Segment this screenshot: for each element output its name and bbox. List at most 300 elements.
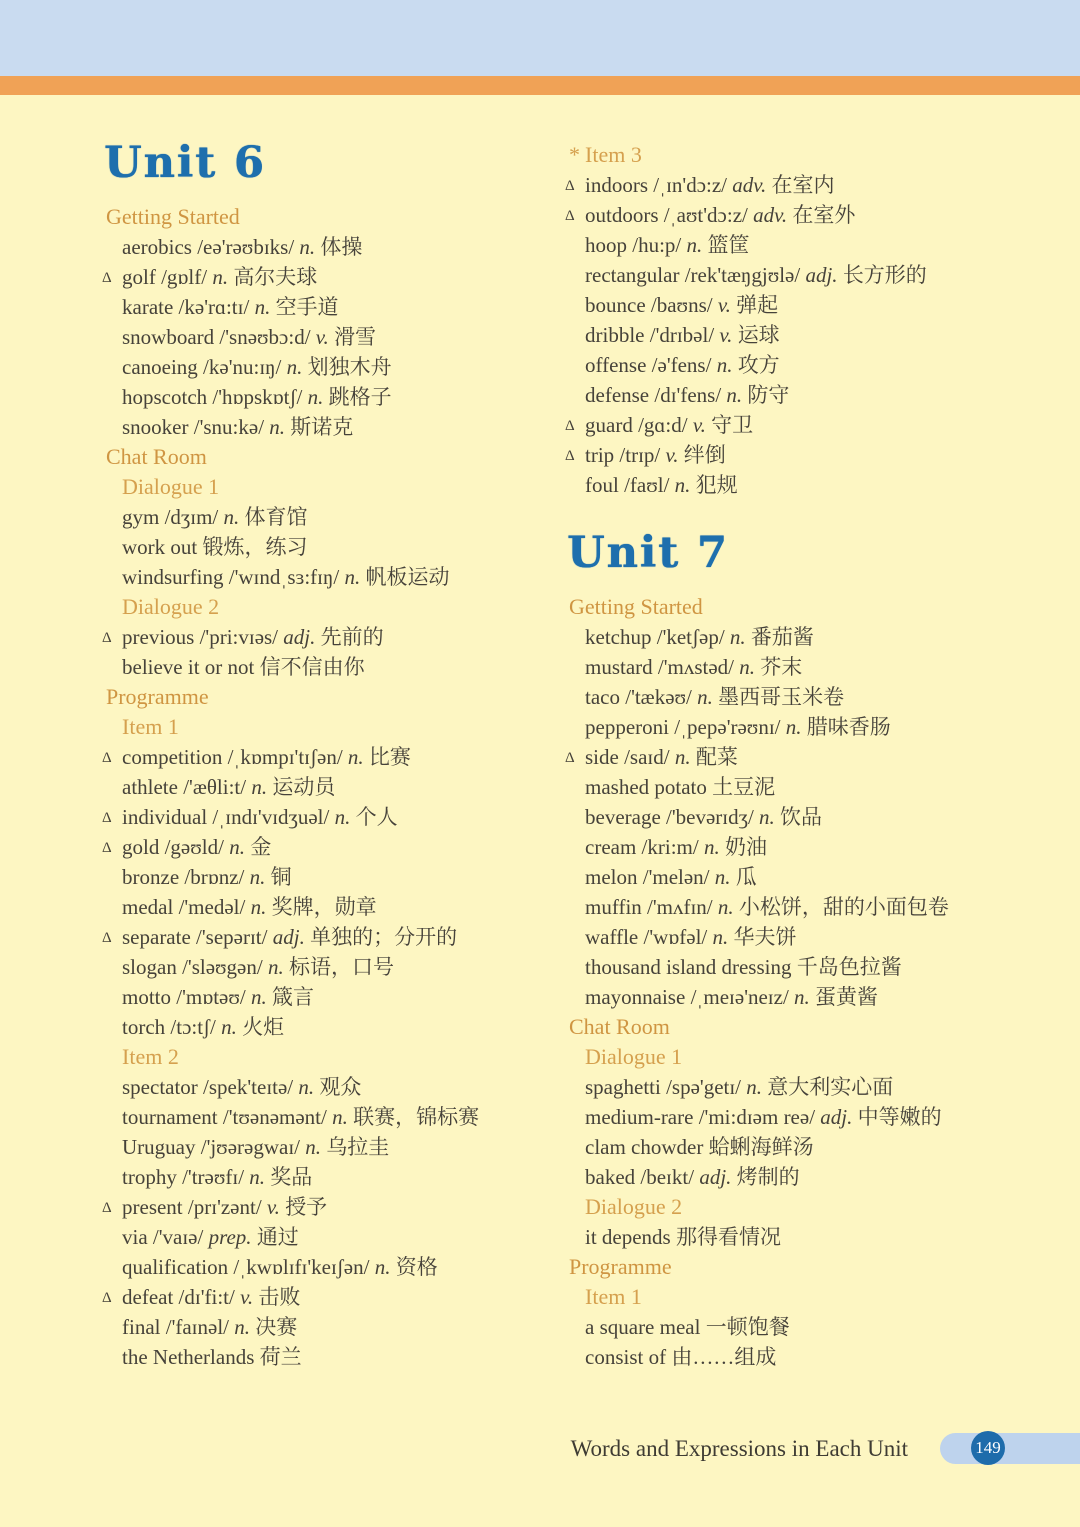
definition: 墨西哥玉米卷 <box>718 685 845 709</box>
phonetic: /'hɒpskɒtʃ/ <box>212 385 303 409</box>
vocab-entry <box>100 382 560 412</box>
definition: 乌拉圭 <box>326 1135 390 1159</box>
section-heading: Chat Room <box>569 1014 670 1039</box>
vocab-entry <box>563 350 1058 380</box>
definition: 奖牌，勋章 <box>271 895 377 919</box>
vocab-entry <box>100 742 560 772</box>
phonetic: /'ketʃəp/ <box>656 625 725 649</box>
phonetic: /'medəl/ <box>178 895 246 919</box>
phonetic: /'mi:dɪəm reə/ <box>698 1105 816 1129</box>
word: clam chowder <box>585 1135 704 1159</box>
definition: 荷兰 <box>259 1345 302 1369</box>
definition: 滑雪 <box>334 325 377 349</box>
left-column <box>100 138 560 1372</box>
phonetic: /'tækəʊ/ <box>625 685 692 709</box>
word: canoeing <box>122 355 198 379</box>
vocab-entry <box>563 1102 1058 1132</box>
definition: 意大利实心面 <box>767 1075 894 1099</box>
section-heading: Getting Started <box>569 594 703 619</box>
delta-marker: Δ <box>102 1200 112 1216</box>
definition: 蛋黄酱 <box>815 985 879 1009</box>
delta-marker: Δ <box>565 178 575 194</box>
vocab-entry <box>563 742 1058 772</box>
word: motto <box>122 985 172 1009</box>
definition: 烤制的 <box>736 1165 800 1189</box>
word: ketchup <box>585 625 652 649</box>
vocab-entry <box>100 802 560 832</box>
definition: 奖品 <box>270 1165 313 1189</box>
vocab-entry <box>100 322 560 352</box>
delta-marker: Δ <box>102 810 112 826</box>
phonetic: /brɒnz/ <box>184 865 245 889</box>
phonetic: /dʒɪm/ <box>164 505 219 529</box>
vocab-entry <box>563 1312 1058 1342</box>
vocab-entry <box>100 232 560 262</box>
definition: 在室外 <box>792 203 856 227</box>
word: trip <box>585 443 615 467</box>
word: karate <box>122 295 174 319</box>
subsection-label: Item 1 <box>585 1284 642 1309</box>
vocab-entry <box>563 832 1058 862</box>
part-of-speech: n. <box>674 473 691 497</box>
subsection-heading <box>100 712 560 742</box>
word: cream <box>585 835 637 859</box>
definition: 长方形的 <box>842 263 927 287</box>
word: individual <box>122 805 208 829</box>
part-of-speech: adj. <box>820 1105 853 1129</box>
word: snowboard <box>122 325 215 349</box>
part-of-speech: v. <box>266 1195 280 1219</box>
vocab-entry <box>100 532 560 562</box>
vocab-entry <box>563 1162 1058 1192</box>
definition: 信不信由你 <box>259 655 365 679</box>
definition: 运球 <box>737 323 780 347</box>
vocab-entry <box>563 922 1058 952</box>
part-of-speech: n. <box>223 505 240 529</box>
word: final <box>122 1315 161 1339</box>
section-heading: Programme <box>569 1254 672 1279</box>
definition: 华夫饼 <box>733 925 797 949</box>
vocab-entry <box>100 862 560 892</box>
part-of-speech: n. <box>286 355 303 379</box>
subsection-heading <box>100 1042 560 1072</box>
subsection-heading <box>563 1192 1058 1222</box>
word: via <box>122 1225 148 1249</box>
phonetic: /dɪ'fi:t/ <box>178 1285 235 1309</box>
definition: 体育馆 <box>244 505 308 529</box>
word: aerobics <box>122 235 192 259</box>
part-of-speech: adv. <box>753 203 788 227</box>
phonetic: /trɪp/ <box>619 443 661 467</box>
definition: 守卫 <box>711 413 754 437</box>
word: muffin <box>585 895 642 919</box>
phonetic: /'trəʊfɪ/ <box>182 1165 245 1189</box>
phonetic: /prɪ'zənt/ <box>187 1195 262 1219</box>
phonetic: /'snəʊbɔ:d/ <box>219 325 311 349</box>
part-of-speech: v. <box>717 293 731 317</box>
definition: 防守 <box>747 383 790 407</box>
part-of-speech: adv. <box>732 173 767 197</box>
part-of-speech: v. <box>692 413 706 437</box>
phonetic: /'drɪbəl/ <box>649 323 715 347</box>
delta-marker: Δ <box>102 840 112 856</box>
vocab-entry <box>100 772 560 802</box>
definition: 在室内 <box>771 173 835 197</box>
part-of-speech: n. <box>234 1315 250 1339</box>
vocab-entry <box>563 290 1058 320</box>
phonetic: /ˌkwɒlɪfɪ'keɪʃən/ <box>233 1255 370 1279</box>
vocab-entry <box>563 410 1058 440</box>
definition: 跳格子 <box>328 385 392 409</box>
phonetic: /'sləʊgən/ <box>182 955 263 979</box>
definition: 弹起 <box>736 293 779 317</box>
word: slogan <box>122 955 177 979</box>
part-of-speech: prep. <box>208 1225 252 1249</box>
subsection-label: Item 3 <box>585 142 642 167</box>
definition: 资格 <box>395 1255 438 1279</box>
phonetic: /'tʊənəmənt/ <box>222 1105 327 1129</box>
section-heading: Getting Started <box>106 204 240 229</box>
vocab-entry <box>100 922 560 952</box>
definition: 奶油 <box>724 835 767 859</box>
vocab-entry <box>563 892 1058 922</box>
vocab-entry <box>563 1342 1058 1372</box>
phonetic: /dɪ'fens/ <box>654 383 722 407</box>
word: athlete <box>122 775 178 799</box>
definition: 授予 <box>285 1195 328 1219</box>
definition: 观众 <box>319 1075 362 1099</box>
definition: 划独木舟 <box>307 355 392 379</box>
part-of-speech: n. <box>332 1105 348 1129</box>
definition: 斯诺克 <box>290 415 354 439</box>
vocab-entry <box>563 440 1058 470</box>
phonetic: /'pri:vɪəs/ <box>199 625 279 649</box>
word: spaghetti <box>585 1075 661 1099</box>
vocab-entry <box>100 1222 560 1252</box>
page-number-pill <box>940 1433 1080 1464</box>
phonetic: /'jʊərəgwaɪ/ <box>200 1135 301 1159</box>
definition: 比赛 <box>368 745 411 769</box>
definition: 配菜 <box>695 745 738 769</box>
part-of-speech: n. <box>674 745 691 769</box>
phonetic: /rek'tæŋgjʊlə/ <box>684 263 801 287</box>
header-band <box>0 0 1080 76</box>
word: pepperoni <box>585 715 669 739</box>
word: waffle <box>585 925 639 949</box>
part-of-speech: n. <box>716 353 733 377</box>
phonetic: /'mɒtəʊ/ <box>176 985 246 1009</box>
word: hoop <box>585 233 627 257</box>
part-of-speech: adj. <box>272 925 305 949</box>
delta-marker: Δ <box>102 930 112 946</box>
vocab-entry <box>100 292 560 322</box>
vocab-entry <box>563 170 1058 200</box>
definition: 高尔夫球 <box>233 265 318 289</box>
part-of-speech: n. <box>746 1075 763 1099</box>
vocab-entry <box>563 712 1058 742</box>
word: a square meal <box>585 1315 701 1339</box>
word: work out <box>122 535 198 559</box>
phonetic: /ˌpepə'rəʊnɪ/ <box>674 715 781 739</box>
definition: 绊倒 <box>683 443 726 467</box>
vocab-entry <box>100 1192 560 1222</box>
definition: 击败 <box>258 1285 301 1309</box>
phonetic: /baʊns/ <box>650 293 713 317</box>
word: mayonnaise <box>585 985 686 1009</box>
part-of-speech: n. <box>714 865 731 889</box>
definition: 空手道 <box>275 295 339 319</box>
word: windsurfing <box>122 565 224 589</box>
vocab-entry <box>563 470 1058 500</box>
definition: 芥末 <box>760 655 803 679</box>
word: medium-rare <box>585 1105 694 1129</box>
section-heading: Chat Room <box>106 444 207 469</box>
phonetic: /kri:m/ <box>641 835 699 859</box>
part-of-speech: n. <box>686 233 703 257</box>
subsection-heading <box>563 140 1058 170</box>
vocab-entry <box>563 380 1058 410</box>
subsection-heading <box>563 1282 1058 1312</box>
word: bronze <box>122 865 180 889</box>
part-of-speech: n. <box>697 685 713 709</box>
phonetic: /ˌɪndɪ'vɪdʒuəl/ <box>212 805 330 829</box>
word: believe it or not <box>122 655 255 679</box>
part-of-speech: n. <box>249 865 266 889</box>
word: Uruguay <box>122 1135 196 1159</box>
vocab-entry <box>100 1342 560 1372</box>
definition: 中等嫩的 <box>857 1105 942 1129</box>
definition: 饮品 <box>780 805 823 829</box>
page-number: 149 <box>971 1431 1005 1465</box>
definition: 金 <box>250 835 272 859</box>
word: defense <box>585 383 650 407</box>
subsection-heading <box>563 1042 1058 1072</box>
phonetic: /'mʌfɪn/ <box>647 895 713 919</box>
word: taco <box>585 685 620 709</box>
delta-marker: Δ <box>102 750 112 766</box>
part-of-speech: n. <box>251 775 268 799</box>
vocab-entry <box>563 260 1058 290</box>
phonetic: /gɑ:d/ <box>638 413 688 437</box>
definition: 瓜 <box>735 865 757 889</box>
definition: 铜 <box>270 865 292 889</box>
phonetic: /beɪkt/ <box>640 1165 695 1189</box>
word: baked <box>585 1165 636 1189</box>
part-of-speech: adj. <box>699 1165 732 1189</box>
phonetic: /'melən/ <box>642 865 710 889</box>
header-strip <box>0 76 1080 95</box>
phonetic: /'wɒfəl/ <box>643 925 708 949</box>
definition: 锻炼，练习 <box>202 535 308 559</box>
part-of-speech: n. <box>374 1255 391 1279</box>
vocab-entry <box>100 892 560 922</box>
subsection-heading <box>100 592 560 622</box>
phonetic: /ə'fens/ <box>651 353 712 377</box>
definition: 篮筐 <box>707 233 750 257</box>
definition: 番茄酱 <box>750 625 814 649</box>
vocab-entry <box>100 952 560 982</box>
phonetic: /'æθli:t/ <box>183 775 247 799</box>
phonetic: /'bevərɪdʒ/ <box>666 805 754 829</box>
definition: 通过 <box>256 1225 299 1249</box>
definition: 火炬 <box>242 1015 285 1039</box>
phonetic: /'faɪnəl/ <box>165 1315 229 1339</box>
part-of-speech: n. <box>703 835 720 859</box>
vocab-entry <box>100 1252 560 1282</box>
definition: 犯规 <box>695 473 738 497</box>
vocab-entry <box>100 1012 560 1042</box>
word: consist of <box>585 1345 667 1369</box>
vocab-entry <box>563 1222 1058 1252</box>
word: outdoors <box>585 203 659 227</box>
delta-marker: Δ <box>102 630 112 646</box>
vocab-entry <box>563 862 1058 892</box>
word: gold <box>122 835 160 859</box>
phonetic: /hu:p/ <box>632 233 682 257</box>
vocab-entry <box>563 200 1058 230</box>
phonetic: /'mʌstəd/ <box>657 655 735 679</box>
vocab-entry <box>100 352 560 382</box>
vocab-entry <box>100 832 560 862</box>
part-of-speech: n. <box>759 805 775 829</box>
word: side <box>585 745 619 769</box>
definition: 一顿饱餐 <box>705 1315 790 1339</box>
section-heading: Programme <box>106 684 209 709</box>
subsection-label: Dialogue 2 <box>122 594 220 619</box>
definition: 帆板运动 <box>365 565 450 589</box>
part-of-speech: n. <box>344 565 361 589</box>
phonetic: /'wɪndˌsɜ:fɪŋ/ <box>228 565 340 589</box>
definition: 箴言 <box>271 985 314 1009</box>
part-of-speech: v. <box>665 443 679 467</box>
definition: 决赛 <box>255 1315 298 1339</box>
word: spectator <box>122 1075 198 1099</box>
definition: 千岛色拉酱 <box>796 955 902 979</box>
phonetic: /tɔ:tʃ/ <box>170 1015 216 1039</box>
part-of-speech: v. <box>719 323 733 347</box>
vocab-entry <box>100 262 560 292</box>
vocab-entry <box>100 1072 560 1102</box>
word: medal <box>122 895 174 919</box>
vocab-entry <box>563 230 1058 260</box>
vocab-entry <box>100 1102 560 1132</box>
word: it depends <box>585 1225 671 1249</box>
unit-title: Unit 7 <box>567 528 729 578</box>
word: guard <box>585 413 633 437</box>
word: indoors <box>585 173 648 197</box>
word: foul <box>585 473 619 497</box>
phonetic: /spek'teɪtə/ <box>203 1075 294 1099</box>
definition: 那得看情况 <box>675 1225 781 1249</box>
vocab-entry <box>563 1132 1058 1162</box>
word: thousand island dressing <box>585 955 792 979</box>
word: present <box>122 1195 183 1219</box>
vocab-entry <box>100 982 560 1012</box>
vocab-entry <box>100 502 560 532</box>
part-of-speech: n. <box>334 805 351 829</box>
part-of-speech: n. <box>307 385 324 409</box>
definition: 腊味香肠 <box>806 715 891 739</box>
part-of-speech: adj. <box>283 625 316 649</box>
part-of-speech: n. <box>794 985 810 1009</box>
definition: 由……组成 <box>671 1345 777 1369</box>
subsection-label: Dialogue 1 <box>122 474 220 499</box>
subsection-label: Item 1 <box>122 714 179 739</box>
vocab-entry <box>100 652 560 682</box>
part-of-speech: n. <box>254 295 271 319</box>
part-of-speech: v. <box>240 1285 254 1309</box>
vocab-entry <box>100 562 560 592</box>
phonetic: /spə'getɪ/ <box>666 1075 742 1099</box>
part-of-speech: n. <box>229 835 245 859</box>
subsection-label: Item 2 <box>122 1044 179 1069</box>
word: golf <box>122 265 156 289</box>
word: trophy <box>122 1165 177 1189</box>
word: the Netherlands <box>122 1345 255 1369</box>
vocab-entry <box>100 1312 560 1342</box>
vocab-entry <box>563 982 1058 1012</box>
word: beverage <box>585 805 661 829</box>
definition: 联赛，锦标赛 <box>353 1105 480 1129</box>
word: gym <box>122 505 160 529</box>
definition: 蛤蜊海鲜汤 <box>708 1135 814 1159</box>
vocab-entry <box>563 772 1058 802</box>
part-of-speech: n. <box>712 925 729 949</box>
phonetic: /'sepərɪt/ <box>196 925 268 949</box>
vocab-entry <box>100 1282 560 1312</box>
part-of-speech: n. <box>785 715 802 739</box>
part-of-speech: n. <box>221 1015 237 1039</box>
word: melon <box>585 865 638 889</box>
word: dribble <box>585 323 645 347</box>
part-of-speech: n. <box>249 1165 266 1189</box>
vocab-entry <box>100 1162 560 1192</box>
word: offense <box>585 353 647 377</box>
delta-marker: Δ <box>565 418 575 434</box>
vocab-entry <box>563 1072 1058 1102</box>
phonetic: /ˌmeɪə'neɪz/ <box>690 985 789 1009</box>
phonetic: /kə'rɑ:tɪ/ <box>178 295 250 319</box>
delta-marker: Δ <box>102 1290 112 1306</box>
word: defeat <box>122 1285 174 1309</box>
phonetic: /ˌɪn'dɔ:z/ <box>653 173 728 197</box>
phonetic: /faʊl/ <box>624 473 670 497</box>
part-of-speech: n. <box>729 625 746 649</box>
delta-marker: Δ <box>565 208 575 224</box>
definition: 体操 <box>320 235 363 259</box>
part-of-speech: n. <box>267 955 284 979</box>
part-of-speech: n. <box>305 1135 322 1159</box>
part-of-speech: n. <box>250 895 267 919</box>
vocab-entry <box>563 320 1058 350</box>
phonetic: /'vaɪə/ <box>152 1225 204 1249</box>
definition: 单独的；分开的 <box>310 925 458 949</box>
definition: 土豆泥 <box>712 775 776 799</box>
subsection-heading <box>100 472 560 502</box>
word: competition <box>122 745 223 769</box>
vocab-entry <box>563 952 1058 982</box>
phonetic: /ˌkɒmpɪ'tɪʃən/ <box>227 745 343 769</box>
phonetic: /gɒlf/ <box>161 265 208 289</box>
subsection-label: Dialogue 2 <box>585 1194 683 1219</box>
definition: 运动员 <box>272 775 336 799</box>
word: qualification <box>122 1255 229 1279</box>
footer-title: Words and Expressions in Each Unit <box>570 1436 908 1461</box>
word: rectangular <box>585 263 680 287</box>
word: tournament <box>122 1105 218 1129</box>
vocab-entry <box>100 622 560 652</box>
part-of-speech: n. <box>726 383 743 407</box>
